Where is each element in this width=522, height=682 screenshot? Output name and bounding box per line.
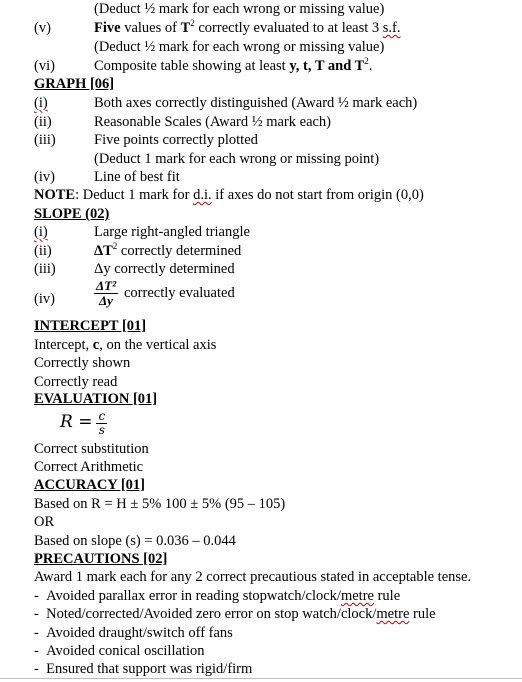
accuracy-line: Based on R = H ± 5% 100 ± 5% (95 – 105) [34,496,286,512]
item-number: (iii) [34,261,56,277]
slope-item-text: Large right-angled triangle [94,224,250,240]
text-part: Intercept, [34,337,93,353]
item-number: (iv) [34,169,55,185]
intercept-line: Correctly shown [34,355,131,371]
text-part: rule [373,588,401,604]
text-part: correctly evaluated to at least 3 [194,20,383,36]
text-part: if axes do not start from origin (0,0) [211,187,424,203]
precaution-item [34,642,204,660]
item-v-text [94,19,401,37]
text-part: Ensured that support was rigid/firm [46,661,253,677]
item-vi-text [94,57,372,75]
bullet-dash: - [34,606,39,622]
item-number: (vi) [34,58,55,74]
variable-T: T [180,20,191,36]
evaluation-heading: EVALUATION [01] [34,391,158,407]
graph-item-text: Both axes correctly distinguished (Award ½ mark each) [94,95,418,111]
item-number: (ii) [34,114,52,130]
text-part: : Deduct 1 mark for [75,187,194,203]
roman-numeral: (i) [34,95,48,111]
deduct-note: (Deduct ½ mark for each wrong or missing value) [94,39,385,55]
bullet-dash: - [34,661,39,677]
precaution-item [34,660,252,678]
deduct-note: (Deduct 1 mark for each wrong or missing point) [94,151,380,167]
graph-item-text: Reasonable Scales (Award ½ mark each) [94,114,332,130]
text-part: Avoided conical oscillation [46,643,205,659]
superscript: 2 [364,56,369,67]
accuracy-heading: ACCURACY [01] [34,477,146,493]
evaluation-line: Correct substitution [34,441,149,457]
evaluation-line: Correct Arithmetic [34,459,144,475]
slope-fraction-line [94,279,235,308]
item-number: (v) [34,20,51,36]
graph-item-text: Line of best fit [94,169,180,185]
delta-T: ΔT [94,243,113,259]
item-number [34,94,48,112]
text-part: correctly determined [117,243,242,259]
text-part: Composite table showing at least [94,58,290,74]
item-number: (iii) [34,132,56,148]
fraction-denominator: s [98,423,105,438]
item-number [34,223,48,241]
note-label: NOTE [34,187,76,203]
graph-item-text: Five points correctly plotted [94,132,258,148]
text-part: , on the vertical axis [99,337,217,353]
precaution-item [34,605,436,623]
superscript: 2 [190,18,195,29]
slope-heading: SLOPE (02) [34,206,110,222]
text-part: values of [120,20,181,36]
fraction-denominator: Δy [99,293,113,308]
slope-item-text: correctly evaluated [124,284,235,301]
text-part: . [368,58,373,74]
fraction-numerator: c [98,409,106,424]
slope-item-text: Δy correctly determined [94,261,235,277]
bullet-dash: - [34,625,39,641]
slope-fraction [94,279,118,308]
graph-note [34,186,424,204]
evaluation-equation [60,409,107,437]
slope-item-text [94,242,241,260]
intercept-line: Correctly read [34,374,118,390]
text-part: rule [409,606,436,622]
intercept-line [34,336,216,354]
superscript: 2 [112,241,118,252]
item-number: (ii) [34,243,52,259]
accuracy-line: OR [34,514,55,530]
bullet-dash: - [34,643,39,659]
equation-lhs: R = [60,412,93,432]
precaution-item [34,587,400,605]
precautions-intro: Award 1 mark each for any 2 correct precautious stated in acceptable tense. [34,569,472,585]
di-abbrev: d.i. [193,187,212,203]
bullet-dash: - [34,588,39,604]
bold-variables: y, t, T and T [289,58,365,74]
graph-heading: GRAPH [06] [34,76,115,92]
precautions-heading: PRECAUTIONS [02] [34,551,168,567]
accuracy-line: Based on slope (s) = 0.036 – 0.044 [34,533,236,549]
item-number: (iv) [34,291,55,307]
metre-word: metre [340,588,374,604]
text-part: Noted/corrected/Avoided zero error on stop watch/clock/ [46,606,377,622]
text-part: Avoided draught/switch off fans [46,625,233,641]
page-bottom-border [0,678,522,679]
equation-fraction [96,410,107,437]
variable-c: c [92,337,100,353]
precaution-item [34,624,233,642]
text-part: Avoided parallax error in reading stopwatch/clock/ [46,588,341,604]
fraction-numerator: ΔT² [96,278,116,293]
roman-numeral: (i) [34,224,48,240]
bold-word: Five [94,20,121,36]
deduct-note: (Deduct ½ mark for each wrong or missing value) [94,1,385,17]
intercept-heading: INTERCEPT [01] [34,318,147,334]
sf-abbrev: s.f. [382,20,401,36]
metre-word: metre [376,606,410,622]
